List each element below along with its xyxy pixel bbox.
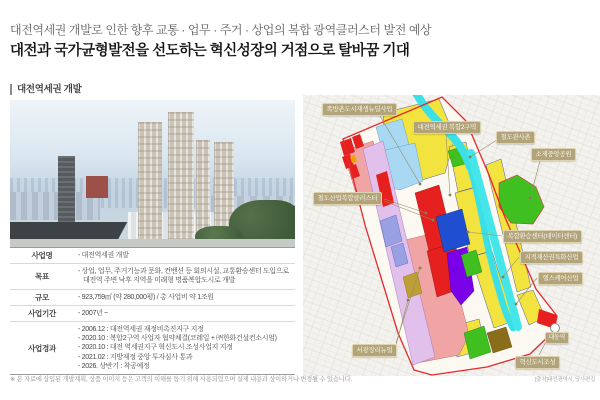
table-row (10, 322, 295, 374)
row-value: - 923,759㎡ (약 280,000평) / 총 사업비 약 1조원 (78, 293, 214, 301)
map-label-railway-quarters: 철도관사촌 (496, 131, 535, 144)
map-label-innovation-city: 혁신도시조성 (515, 356, 560, 369)
map-label-soje-park: 소제중앙공원 (531, 148, 576, 161)
row-value: - 2006.12 : 대전역세권 재정비촉진지구 지정 (78, 326, 204, 334)
row-value: - 2007년 ~ (78, 309, 108, 317)
tower-2 (168, 112, 194, 242)
foreground-road (10, 239, 295, 247)
row-value: - 2020.10 : 대전 역세권지구 혁신도시 조성사업지 지정 (78, 344, 233, 352)
map-label-transit-center: 복합환승센터(데이터센터) (503, 230, 582, 243)
map-label-healthcare: 헬스케어산업 (538, 272, 583, 285)
table-row (10, 306, 295, 322)
row-label: 사업기간 (28, 308, 56, 318)
development-rendering-image (10, 100, 295, 247)
red-building (86, 176, 108, 198)
table-row (10, 248, 295, 264)
row-value: - 상업, 업무, 주거기능과 문화, 컨벤션 등 회의시설, 교통환승센터 도입으로 (78, 268, 289, 276)
row-value: - 2020.10 : 복합2구역 사업자 협약체결(코레일 + ㈜한화건설컨소시엄) (78, 335, 277, 343)
table-row (10, 264, 295, 289)
row-value: - 2021.02 : 지방재정 중앙 투자심사 통과 (78, 353, 193, 361)
map-label-bokhap2-district: 대전역세권 복합2구역 (413, 121, 481, 134)
row-label: 사업경과 (28, 343, 56, 353)
map-label-jjokbangchon: 쪽방촌도시재생뉴딜사업 (322, 103, 397, 116)
map-label-railway-cluster: 철도산업복합클러스터 (313, 192, 382, 205)
table-row (10, 290, 295, 306)
header-title: 대전과 국가균형발전을 선도하는 혁신성장의 거점으로 탈바꿈 기대 (10, 43, 410, 59)
row-value: 대전역 주변 낙후 지역을 미래형 명품복합도시로 개발 (83, 277, 236, 285)
row-value: - 대전역세권 개발 (78, 252, 129, 259)
footer-source: [출처]대전광역시, 당사편집 (534, 377, 595, 383)
row-label: 사업명 (31, 251, 53, 261)
row-label: 목표 (35, 271, 49, 281)
header-subtitle: 대전역세권 개발로 인한 향후 교통 · 업무 · 주거 · 상업의 복합 광역클러스터 발전 예상 (10, 23, 432, 37)
footer-disclaimer: ※ 본 자료에 삽입된 개발계획, 상품 이미지 등은 고객의 이해를 돕기 위해 사용되었으며 실제 내용과 상이하거나 변경될 수 있습니다. (10, 376, 352, 383)
district-plan-map (303, 95, 600, 376)
row-label: 규모 (35, 292, 49, 302)
row-value: - 2026. 상반기 : 착공예정 (78, 362, 150, 370)
tower-3 (196, 140, 210, 235)
map-label-daedong-station: 대동역 (545, 332, 569, 344)
project-info-table (10, 247, 295, 375)
map-label-ip-industry: 지적재산권특화산업 (520, 251, 583, 264)
section-title: 대전역세권 개발 (10, 84, 81, 95)
map-label-west-plaza: 서광장리뉴얼 (352, 344, 397, 357)
tower-1 (138, 122, 162, 242)
